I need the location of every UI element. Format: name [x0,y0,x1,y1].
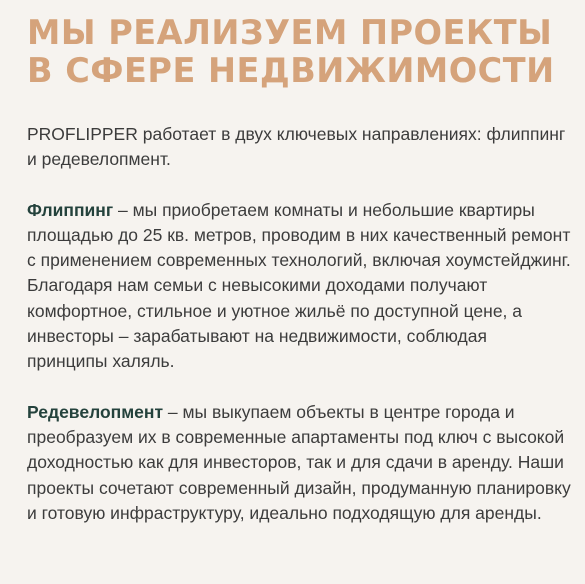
redevelopment-term: Редевелопмент [27,401,164,422]
page-title-line-1: МЫ РЕАЛИЗУЕМ ПРОЕКТЫ [27,13,553,52]
intro-paragraph: PROFLIPPER работает в двух ключевых направлениях: флиппинг и редевелопмент. [27,124,566,170]
redevelopment-paragraph [27,400,572,526]
flipping-paragraph [27,198,572,375]
flipping-description: – мы приобретаем комнаты и небольшие квартиры площадью до 25 кв. метров, проводим в них качественный ремонт с применением современных технологий, включая хоумстейджинг. Благодаря нам семьи с невысокими доходами получают комфортное, стильное и уютное жильё по доступной цене, а инвесторы – зарабатывают на недвижимости, соблюдая принципы халяль. [27,199,571,372]
article-body [27,122,572,526]
redevelopment-description: – мы выкупаем объекты в центре города и преобразуем их в современные апартаменты под ключ с высокой доходностью как для инвесторов, так и для сдачи в аренду. Наши проекты сочетают современный дизайн, продуманную планировку и готовую инфраструктуру, идеально подходящую для аренды. [27,401,571,523]
flipping-term: Флиппинг [27,199,114,220]
page-title [27,14,585,90]
page-title-line-2: В СФЕРЕ НЕДВИЖИМОСТИ [27,51,555,90]
